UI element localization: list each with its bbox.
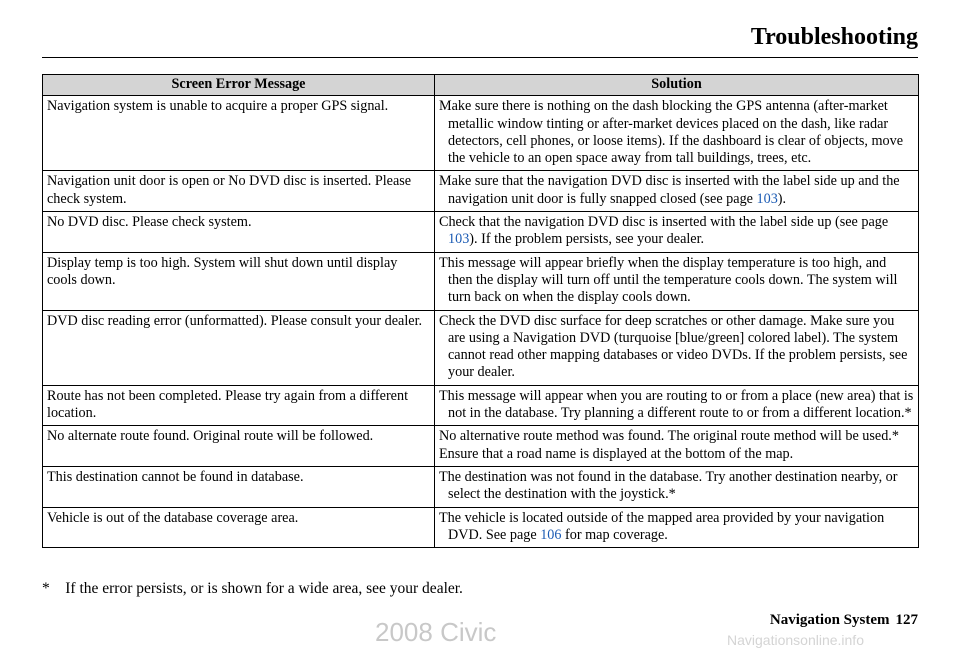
error-message-table [42, 74, 919, 548]
solution-cell [435, 171, 919, 212]
solution-cell [435, 212, 919, 253]
solution-cell: This message will appear when you are routing to or from a place (new area) that is not in the database. Try planning a different route to or from a different location.* [435, 385, 919, 426]
table-row [43, 507, 919, 548]
solution-cell [435, 507, 919, 548]
solution-text: for map coverage. [561, 526, 668, 543]
solution-text: Make sure that the navigation DVD disc is inserted with the label side up and the navigation unit door is fully snapped closed (see page [439, 173, 900, 207]
footer-section-title: Navigation System [769, 612, 890, 628]
page-reference-link[interactable]: 103 [756, 190, 778, 207]
solution-cell: Make sure there is nothing on the dash blocking the GPS antenna (after-market metallic window tinting or after-market devices placed on the dash, like radar detectors, cell phones, or loose items). If the dashboard is clear of objects, move the vehicle to an open space away from tall buildings, trees, etc. [435, 96, 919, 171]
solution-cell: The destination was not found in the database. Try another destination nearby, or select the destination with the joystick.* [435, 466, 919, 507]
solution-text: The vehicle is located outside of the mapped area provided by your navigation DVD. See page [439, 509, 885, 543]
solution-cell: This message will appear briefly when the display temperature is too high, and then the display will turn off until the temperature cools down. The system will turn back on when the display cools down. [435, 252, 919, 310]
error-message-cell: Display temp is too high. System will shut down until display cools down. [43, 252, 435, 310]
table-row [43, 310, 919, 385]
page-reference-link[interactable]: 103 [448, 231, 470, 248]
solution-text: No alternative route method was found. The original route method will be used.* [439, 428, 899, 445]
watermark-model: 2008 Civic [375, 617, 497, 647]
column-header-solution: Solution [435, 75, 919, 96]
solution-extra-text: Ensure that a road name is displayed at the bottom of the map. [439, 445, 794, 462]
table-row [43, 466, 919, 507]
page-title: Troubleshooting [750, 24, 918, 50]
page-number: 127 [895, 612, 918, 628]
solution-cell: Check the DVD disc surface for deep scratches or other damage. Make sure you are using a Navigation DVD (turquoise [blue/green] colored label). The system cannot read other mapping databases or video DVDs. If the problem persists, see your dealer. [435, 310, 919, 385]
solution-text: ). If the problem persists, see your dealer. [469, 231, 705, 248]
error-message-cell: Route has not been completed. Please try again from a different location. [43, 385, 435, 426]
table-row [43, 252, 919, 310]
error-message-cell: Vehicle is out of the database coverage area. [43, 507, 435, 548]
error-message-cell: No DVD disc. Please check system. [43, 212, 435, 253]
error-message-cell: Navigation system is unable to acquire a proper GPS signal. [43, 96, 435, 171]
table-row [43, 212, 919, 253]
watermark-site: Navigationsonline.info [727, 632, 864, 648]
page-footer [770, 612, 918, 629]
table-row [43, 171, 919, 212]
error-message-cell: No alternate route found. Original route will be followed. [43, 426, 435, 467]
table-row [43, 96, 919, 171]
column-header-message: Screen Error Message [43, 75, 435, 96]
error-message-cell: DVD disc reading error (unformatted). Please consult your dealer. [43, 310, 435, 385]
table-row [43, 426, 919, 467]
title-divider [42, 57, 918, 58]
solution-text: Check that the navigation DVD disc is inserted with the label side up (see page [439, 214, 889, 231]
solution-text: ). [777, 190, 787, 207]
solution-cell [435, 426, 919, 467]
error-message-cell: Navigation unit door is open or No DVD disc is inserted. Please check system. [43, 171, 435, 212]
error-message-cell: This destination cannot be found in database. [43, 466, 435, 507]
table-row [43, 385, 919, 426]
footnote: * If the error persists, or is shown for a wide area, see your dealer. [42, 580, 463, 597]
table-header-row [43, 75, 919, 96]
page-reference-link[interactable]: 106 [540, 526, 562, 543]
